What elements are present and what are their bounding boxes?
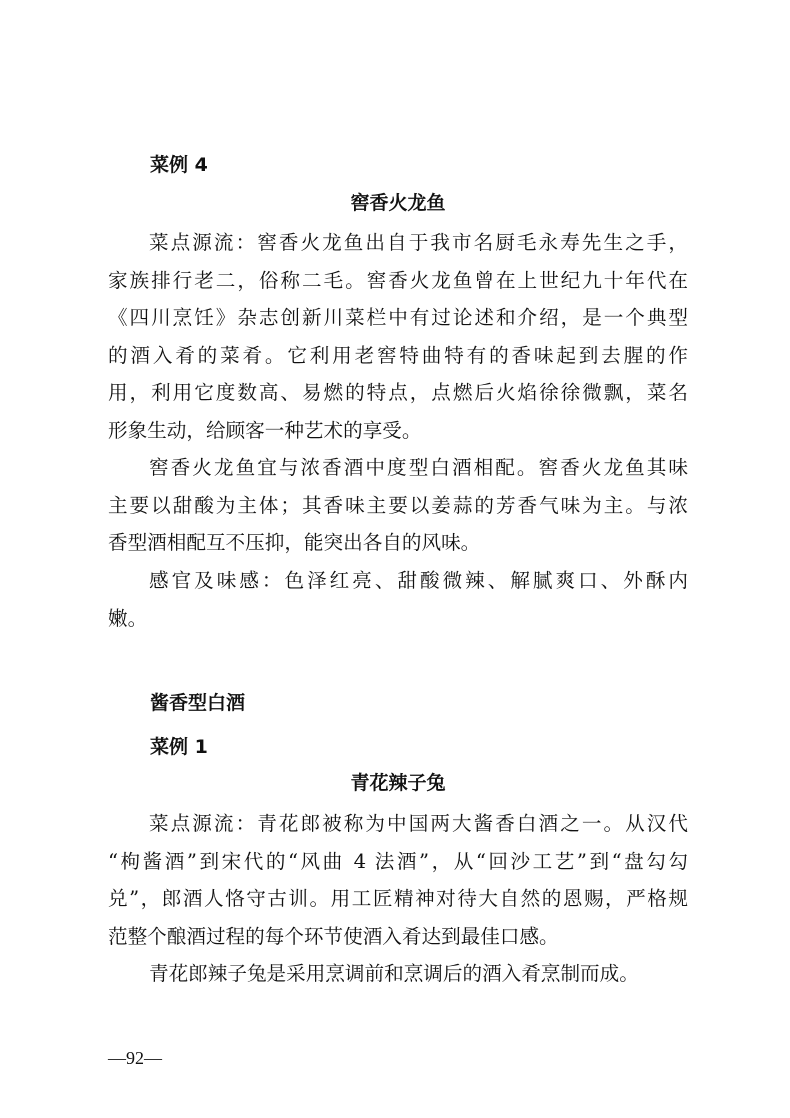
text-line: 的酒入肴的菜肴。它利用老窖特曲特有的香味起到去腥的作 xyxy=(108,343,688,367)
section1-paragraph-sensory xyxy=(108,562,688,637)
text-line: 家族排行老二，俗称二毛。窖香火龙鱼曾在上世纪九十年代在 xyxy=(108,268,688,292)
text-line: 用，利用它度数高、易燃的特点，点燃后火焰徐徐微飘，菜名 xyxy=(108,381,688,405)
section2-paragraph-method xyxy=(108,955,688,993)
dish-title-jiaoxiang-huolongyu: 窖香火龙鱼 xyxy=(350,192,446,214)
text-line: 菜点源流：窖香火龙鱼出自于我市名厨毛永寿先生之手， xyxy=(149,231,688,254)
dish-title-qinghua-laziti: 青花辣子兔 xyxy=(350,772,446,794)
text-line: 《四川烹饪》杂志创新川菜栏中有过论述和介绍，是一个典型 xyxy=(108,306,688,330)
text-line: 感官及味感：色泽红亮、甜酸微辣、解腻爽口、外酥内 xyxy=(149,569,688,592)
text-line: 形象生动，给顾客一种艺术的享受。 xyxy=(108,418,422,442)
section1-paragraph-origin xyxy=(108,224,688,450)
section1-paragraph-pairing xyxy=(108,449,688,562)
text-line: 嫩。 xyxy=(108,606,148,630)
text-line: 青花郎辣子兔是采用烹调前和烹调后的酒入肴烹制而成。 xyxy=(149,962,639,985)
text-line: 范整个酿酒过程的每个环节使酒入肴达到最佳口感。 xyxy=(108,924,559,948)
case-label-4: 菜例 4 xyxy=(150,154,208,176)
text-line: “枸酱酒”到宋代的“风曲 4 法酒”，从“回沙工艺”到“盘勾勾 xyxy=(108,849,688,873)
case-label-1: 菜例 1 xyxy=(150,736,208,758)
text-line: 菜点源流：青花郎被称为中国两大酱香白酒之一。从汉代 xyxy=(149,812,688,835)
page-number: —92— xyxy=(108,1048,162,1068)
section2-paragraph-origin xyxy=(108,805,688,955)
text-line: 香型酒相配互不压抑，能突出各自的风味。 xyxy=(108,531,481,555)
text-line: 兑”，郎酒人恪守古训。用工匠精神对待大自然的恩赐，严格规 xyxy=(108,887,688,911)
category-label-jiangxiang: 酱香型白酒 xyxy=(150,692,246,714)
text-line: 窖香火龙鱼宜与浓香酒中度型白酒相配。窖香火龙鱼其味 xyxy=(149,456,688,479)
text-line: 主要以甜酸为主体；其香味主要以姜蒜的芳香气味为主。与浓 xyxy=(108,493,688,517)
